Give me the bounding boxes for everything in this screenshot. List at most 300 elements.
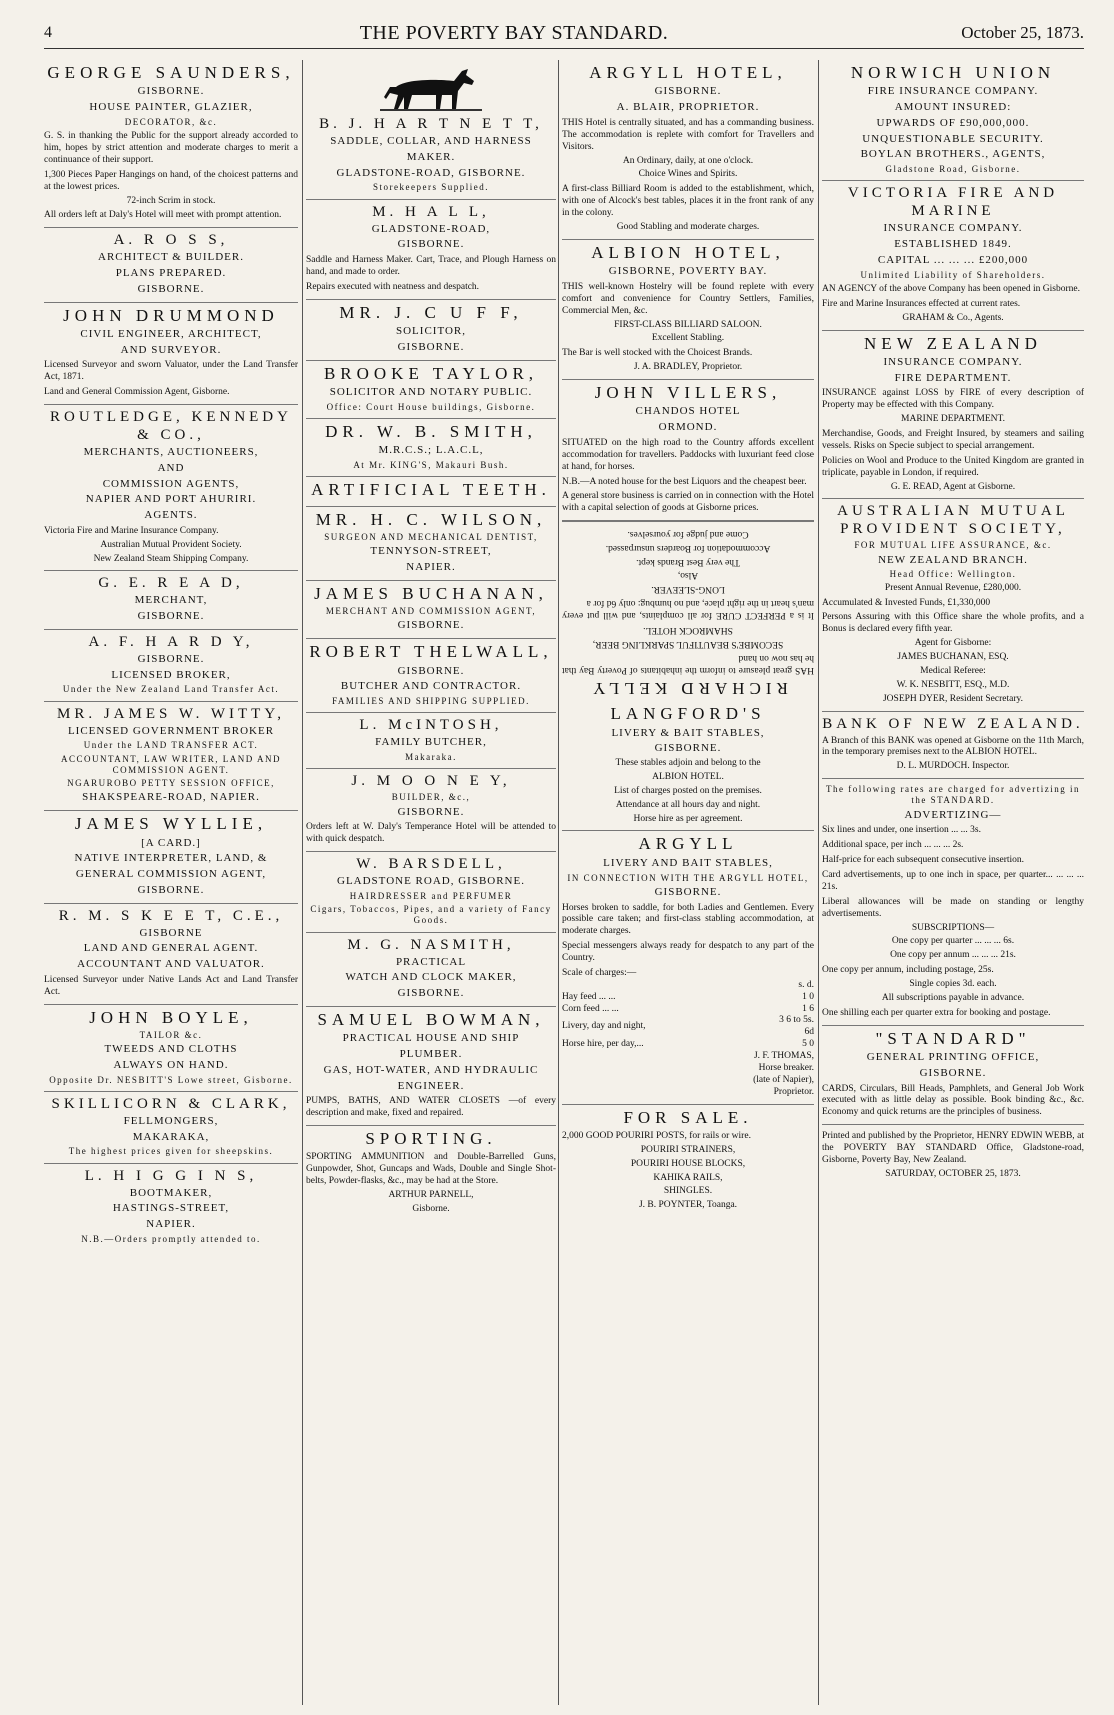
ad-body-text: 2,000 GOOD POURIRI POSTS, for rails or wire. bbox=[562, 1130, 751, 1141]
ad-subheading: HAIRDRESSER and PERFUMER bbox=[349, 890, 513, 901]
ad-heading: AUSTRALIAN MUTUAL PROVIDENT SOCIETY, bbox=[837, 503, 1069, 538]
ad-subheading: GISBORNE, POVERTY BAY. bbox=[608, 265, 768, 278]
ad-subheading: Gladstone Road, Gisborne. bbox=[885, 164, 1021, 175]
advertisement bbox=[306, 1007, 556, 1126]
ad-body-text: G. S. in thanking the Public for the support already accorded to him, hopes by strict attention and moderate charges to merit a continuance of their support. bbox=[44, 131, 298, 165]
ad-subheading: DECORATOR, &c. bbox=[124, 116, 218, 127]
ad-heading: JOHN BOYLE, bbox=[89, 1007, 253, 1027]
ad-subheading: MAKER. bbox=[406, 150, 456, 163]
ad-subheading: Cigars, Tobaccos, Pipes, and a variety of Fancy Goods. bbox=[310, 904, 552, 926]
ad-heading: VICTORIA FIRE AND MARINE bbox=[847, 185, 1059, 220]
ad-subheading: NEW ZEALAND BRANCH. bbox=[878, 553, 1028, 566]
ad-subheading: COMMISSION AGENTS, bbox=[102, 477, 240, 490]
ad-subheading: Under the LAND TRANSFER ACT. bbox=[83, 740, 259, 751]
ad-subheading: [A CARD.] bbox=[141, 836, 201, 849]
ad-body-text: Gisborne. bbox=[412, 1203, 450, 1214]
ad-subheading: MAKARAKA, bbox=[132, 1130, 210, 1143]
ad-subheading: Unlimited Liability of Shareholders. bbox=[860, 269, 1046, 280]
ad-body-text: J. A. BRADLEY, Proprietor. bbox=[633, 362, 743, 373]
ad-body-text: W. K. NESBITT, ESQ., M.D. bbox=[896, 679, 1010, 690]
ad-subheading: LICENSED BROKER, bbox=[111, 668, 231, 681]
ad-subheading: SURGEON AND MECHANICAL DENTIST, bbox=[324, 532, 538, 543]
ad-heading: JOHN VILLERS, bbox=[594, 383, 782, 403]
advertisement bbox=[44, 1164, 298, 1251]
ad-subheading: GISBORNE. bbox=[137, 610, 205, 623]
ad-subheading: INSURANCE COMPANY. bbox=[883, 222, 1023, 235]
ad-signature: Horse breaker. bbox=[758, 1062, 814, 1073]
ad-subheading: WATCH AND CLOCK MAKER, bbox=[345, 971, 517, 984]
ad-subheading: GENERAL COMMISSION AGENT, bbox=[75, 868, 267, 881]
ad-heading: JAMES WYLLIE, bbox=[74, 814, 268, 834]
ad-body-text: INSURANCE against LOSS by FIRE of every description of Property may be effected with this Company. bbox=[822, 388, 1084, 411]
ad-subheading: GISBORNE. bbox=[397, 340, 465, 353]
ad-body-text: LONG-SLEEVER. bbox=[651, 584, 725, 595]
advertisement bbox=[822, 181, 1084, 330]
ad-subheading: BOYLAN BROTHERS., AGENTS, bbox=[860, 148, 1046, 161]
ad-body-text: Horses broken to saddle, for both Ladies and Gentlemen. Every possible care taken; and first-class stabling accommodation, at moderate charges. bbox=[562, 902, 814, 937]
advertisement bbox=[562, 521, 814, 701]
ad-body-text: Victoria Fire and Marine Insurance Company. bbox=[44, 525, 219, 536]
ad-heading: LANGFORD'S bbox=[610, 704, 766, 724]
ad-subheading: PLANS PREPARED. bbox=[115, 267, 227, 280]
newspaper-title: THE POVERTY BAY STANDARD. bbox=[359, 21, 669, 44]
ad-subheading: FAMILY BUTCHER, bbox=[375, 736, 487, 749]
column-1 bbox=[44, 60, 298, 1705]
ad-body-text: A general store business is carried on in connection with the Hotel with a capital selection of goods at Gisborne prices. bbox=[562, 491, 814, 514]
ad-body-text: One copy per quarter ... ... ... 6s. bbox=[891, 936, 1015, 947]
ad-body-text: SHAMROCK HOTEL. bbox=[643, 625, 733, 636]
advertisement bbox=[44, 228, 298, 302]
advertisement bbox=[822, 499, 1084, 711]
ad-heading: NEW ZEALAND bbox=[864, 333, 1042, 353]
advertisement bbox=[822, 1125, 1084, 1186]
advertisement bbox=[562, 1105, 814, 1218]
ad-body-text: Orders left at W. Daly's Temperance Hotel will be attended to with quick despatch. bbox=[306, 822, 556, 845]
ad-body-text: D. L. MURDOCH. Inspector. bbox=[896, 761, 1010, 772]
ad-subheading: Head Office: Wellington. bbox=[889, 569, 1017, 580]
ad-heading: ARGYLL HOTEL, bbox=[589, 63, 787, 82]
ad-heading: L. McINTOSH, bbox=[359, 717, 503, 734]
masthead bbox=[44, 18, 1084, 49]
ad-body-text: A Branch of this BANK was opened at Gisborne on the 11th March, in the temporary premises next to the ALBION HOTEL. bbox=[822, 735, 1084, 758]
ad-body-text: SATURDAY, OCTOBER 25, 1873. bbox=[885, 1168, 1021, 1179]
advertisement bbox=[44, 630, 298, 702]
ad-subheading: GISBORNE. bbox=[654, 85, 722, 98]
ad-subheading: LIVERY & BAIT STABLES, bbox=[611, 726, 765, 739]
ad-heading: A. R O S S, bbox=[113, 232, 229, 249]
ad-signature: Proprietor. bbox=[773, 1086, 814, 1097]
ad-subheading: CAPITAL ... ... ... £200,000 bbox=[877, 253, 1029, 266]
ad-subheading: LAND AND GENERAL AGENT. bbox=[83, 942, 259, 955]
column-rule bbox=[818, 60, 819, 1705]
ad-body-text: Choice Wines and Spirits. bbox=[638, 169, 738, 180]
ad-body-text: Fire and Marine Insurances effected at current rates. bbox=[822, 298, 1021, 309]
ad-subheading: GISBORNE. bbox=[654, 742, 722, 755]
ad-body-text: New Zealand Steam Shipping Company. bbox=[93, 553, 249, 564]
ad-subheading: NAPIER. bbox=[146, 1218, 196, 1231]
ad-body-text: Horse hire as per agreement. bbox=[633, 813, 743, 824]
ad-subheading: Makaraka. bbox=[405, 752, 457, 763]
ad-subheading: FIRE INSURANCE COMPANY. bbox=[867, 85, 1039, 98]
ad-body-text: The very Best Brands kept. bbox=[636, 556, 740, 567]
ad-heading: MR. H. C. WILSON, bbox=[315, 509, 547, 529]
ad-body-text: Good Stabling and moderate charges. bbox=[616, 221, 760, 232]
ad-body-text: It is a PERFECT CURE for all complaints, and will put every man's heart in the right place, and no humbug: only 6d for a bbox=[562, 598, 814, 621]
advertisement bbox=[822, 60, 1084, 181]
ad-body-text: CARDS, Circulars, Bill Heads, Pamphlets, and General Job Work executed with as little delay as possible. Book binding &c., &c. Economy and quick returns are the principles of business. bbox=[822, 1083, 1084, 1118]
ad-body-text: Liberal allowances will be made on standing or lengthy advertisements. bbox=[822, 896, 1084, 919]
ad-body-text: N.B.—A noted house for the best Liquors and the cheapest beer. bbox=[562, 476, 807, 487]
ad-body-text: THIS Hotel is centrally situated, and has a commanding business. The accommodation is replete with comfort for Travellers and Visitors. bbox=[562, 117, 814, 152]
ad-subheading: ALWAYS ON HAND. bbox=[113, 1058, 229, 1071]
ad-subheading: CHANDOS HOTEL bbox=[635, 405, 741, 418]
ad-body-text: KAHIKA RAILS, bbox=[653, 1172, 723, 1183]
advertisement bbox=[306, 419, 556, 477]
ad-body-text: MARINE DEPARTMENT. bbox=[901, 414, 1005, 425]
ad-heading: MR. JAMES W. WITTY, bbox=[57, 705, 285, 722]
ad-body-text: List of charges posted on the premises. bbox=[614, 785, 762, 796]
ad-heading: ALBION HOTEL, bbox=[591, 242, 785, 262]
ad-subheading: AND SURVEYOR. bbox=[120, 343, 222, 356]
ad-heading: DR. W. B. SMITH, bbox=[325, 421, 537, 441]
ad-body-text: POURIRI STRAINERS, bbox=[640, 1144, 736, 1155]
ad-subheading: Office: Court House buildings, Gisborne. bbox=[326, 401, 536, 412]
ad-heading: A. F. H A R D Y, bbox=[88, 633, 254, 650]
ad-subheading: TENNYSON-STREET, bbox=[370, 545, 492, 558]
column-3 bbox=[562, 60, 814, 1705]
ad-subheading: UNQUESTIONABLE SECURITY. bbox=[862, 132, 1044, 145]
ad-subheading: GISBORNE. bbox=[397, 987, 465, 1000]
advertisement bbox=[44, 60, 298, 228]
ad-subheading: AND bbox=[157, 461, 185, 474]
column-2 bbox=[306, 60, 556, 1705]
advertisement bbox=[306, 581, 556, 639]
ad-subheading: FIRE DEPARTMENT. bbox=[894, 371, 1012, 384]
ad-subheading: AGENTS. bbox=[144, 509, 198, 522]
ad-heading: M. G. NASMITH, bbox=[347, 936, 515, 953]
ad-subheading: ACCOUNTANT AND VALUATOR. bbox=[77, 958, 265, 971]
charge-value: 1 0 bbox=[802, 991, 814, 1002]
column-rule bbox=[558, 60, 559, 1705]
ad-body-text: Merchandise, Goods, and Freight Insured, by steamers and sailing vessels. Risks on Specie subject to special arrangement. bbox=[822, 429, 1084, 451]
ad-subheading: TAILOR &c. bbox=[139, 1029, 203, 1040]
ad-subheading: Under the New Zealand Land Transfer Act. bbox=[62, 684, 280, 695]
ad-subheading: SHAKSPEARE-ROAD, NAPIER. bbox=[82, 791, 260, 804]
ad-subheading: SOLICITOR AND NOTARY PUBLIC. bbox=[329, 385, 533, 398]
advertisement bbox=[44, 904, 298, 1005]
advertisement bbox=[306, 852, 556, 933]
ad-subheading: M.R.C.S.; L.A.C.L, bbox=[378, 444, 484, 457]
ad-body-text: JOSEPH DYER, Resident Secretary. bbox=[882, 693, 1024, 704]
ad-subheading: GISBORNE. bbox=[397, 238, 465, 251]
ad-body-text: SPORTING AMMUNITION and Double-Barrelled Guns, Gunpowder, Shot, Guncaps and Wads, Double and Single Shot-belts, Powder-flasks, &c., may be had at the Store. bbox=[306, 1152, 556, 1187]
ad-heading: ARTIFICIAL TEETH. bbox=[311, 480, 551, 500]
advertisement bbox=[306, 507, 556, 581]
charges-header-spacer bbox=[562, 980, 774, 992]
ad-subheading: ARCHITECT & BUILDER. bbox=[98, 251, 244, 264]
ad-heading: FOR SALE. bbox=[623, 1107, 753, 1127]
ad-subheading: FOR MUTUAL LIFE ASSURANCE, &c. bbox=[854, 540, 1052, 551]
ad-subheading: BUTCHER AND CONTRACTOR. bbox=[340, 680, 522, 693]
ad-body-text: SITUATED on the high road to the Country affords excellent accommodation for travellers. Paddocks with luxuriant feed close at hand, for horses. bbox=[562, 437, 814, 472]
ad-subheading: GISBORNE. bbox=[919, 1066, 987, 1079]
charges-units bbox=[774, 980, 814, 992]
ad-body-text: Medical Referee: bbox=[920, 665, 986, 676]
ad-body-text: Policies on Wool and Produce to the United Kingdom are granted in triplicate, payable in London, if required. bbox=[822, 455, 1084, 478]
advertisement bbox=[306, 933, 556, 1007]
ad-subheading: NAPIER AND PORT AHURIRI. bbox=[85, 493, 257, 506]
ad-heading: R. M. S K E E T, C.E., bbox=[58, 907, 284, 924]
advertisement bbox=[822, 331, 1084, 500]
page-number: 4 bbox=[44, 24, 52, 41]
ad-subheading: Opposite Dr. NESBITT'S Lowe street, Gisborne. bbox=[49, 1074, 293, 1085]
advertisement bbox=[306, 639, 556, 713]
advertisement bbox=[44, 303, 298, 406]
ad-subheading: The following rates are charged for advertizing in the STANDARD. bbox=[825, 784, 1080, 806]
advertisement bbox=[44, 405, 298, 571]
ad-body-text: All subscriptions payable in advance. bbox=[881, 992, 1025, 1003]
ad-subheading: GISBORNE. bbox=[397, 619, 465, 632]
ad-subheading: FELLMONGERS, bbox=[123, 1114, 219, 1127]
charges-table bbox=[562, 980, 814, 1051]
ad-body-text: AN AGENCY of the above Company has been opened in Gisborne. bbox=[822, 283, 1080, 294]
ad-subheading: GISBORNE. bbox=[137, 883, 205, 896]
ad-subheading: LICENSED GOVERNMENT BROKER bbox=[67, 724, 275, 737]
ad-signature: (late of Napier), bbox=[753, 1074, 814, 1085]
unit-shillings: s. bbox=[798, 979, 805, 990]
advertisement bbox=[306, 361, 556, 419]
ad-body-text: Persons Assuring with this Office share the whole profits, and a Bonus is declared every fifth year. bbox=[822, 612, 1084, 635]
ad-subheading: GAS, HOT-WATER, AND HYDRAULIC bbox=[323, 1063, 539, 1076]
ad-subheading: GISBORNE bbox=[139, 926, 203, 939]
ad-body-text: Printed and published by the Proprietor, HENRY EDWIN WEBB, at the POVERTY BAY STANDARD Office, Gladstone-road, Gisborne, Poverty Bay, New Zealand. bbox=[822, 1131, 1084, 1165]
ad-body-text: HAS great pleasure to inform the inhabitants of Poverty Bay that he has now on hand bbox=[562, 652, 814, 675]
ad-heading: ROUTLEDGE, KENNEDY & CO., bbox=[50, 409, 292, 444]
ad-heading: RICHARD KELLY bbox=[588, 679, 788, 699]
ad-body-text: These stables adjoin and belong to the bbox=[615, 758, 761, 769]
charge-item: Horse hire, per day,... bbox=[562, 1039, 644, 1050]
ad-subheading: MERCHANT, bbox=[134, 594, 208, 607]
ad-subheading: GLADSTONE-ROAD, bbox=[371, 222, 491, 235]
ad-body-text: One copy per annum ... ... ... 21s. bbox=[890, 950, 1016, 961]
ad-subheading: AMOUNT INSURED: bbox=[894, 101, 1012, 114]
ad-subheading: Storekeepers Supplied. bbox=[373, 182, 489, 193]
ad-heading: BROOKE TAYLOR, bbox=[323, 363, 539, 383]
ad-body-text: Present Annual Revenue, £280,000. bbox=[884, 582, 1022, 593]
ad-heading: M. H A L L, bbox=[372, 203, 490, 220]
ad-body-text: All orders left at Daly's Hotel will meet with prompt attention. bbox=[44, 210, 282, 221]
ad-subheading: UPWARDS OF £90,000,000. bbox=[876, 116, 1030, 129]
column-4 bbox=[822, 60, 1084, 1705]
ad-body-text: SUBSCRIPTIONS— bbox=[911, 922, 995, 933]
ad-body-text: Attendance at all hours day and night. bbox=[615, 799, 761, 810]
advertisement bbox=[306, 60, 556, 200]
horse-icon bbox=[376, 65, 486, 115]
ad-subheading: INSURANCE COMPANY. bbox=[883, 355, 1023, 368]
advertisement bbox=[306, 1126, 556, 1221]
advertisement bbox=[822, 712, 1084, 780]
ad-heading: SKILLICORN & CLARK, bbox=[51, 1095, 291, 1112]
ad-body-text: Saddle and Harness Maker. Cart, Trace, and Plough Harness on hand, and made to order. bbox=[306, 255, 556, 277]
ad-body-text: ALBION HOTEL. bbox=[652, 771, 724, 782]
ad-subheading: IN CONNECTION WITH THE ARGYLL HOTEL, bbox=[567, 872, 809, 883]
ad-subheading: GLADSTONE ROAD, GISBORNE. bbox=[337, 875, 525, 888]
ad-subheading: HOUSE PAINTER, GLAZIER, bbox=[89, 101, 253, 114]
ad-signature: J. F. THOMAS, bbox=[753, 1051, 814, 1062]
ad-subheading: BUILDER, &c., bbox=[391, 792, 471, 803]
advertisement bbox=[562, 380, 814, 521]
ad-heading: NORWICH UNION bbox=[850, 63, 1056, 82]
ad-body-text: An Ordinary, daily, at one o'clock. bbox=[622, 155, 754, 166]
charge-item: Corn feed ... ... bbox=[562, 1003, 619, 1014]
ad-subheading: NAPIER. bbox=[406, 561, 456, 574]
ad-body-text: ARTHUR PARNELL, bbox=[388, 1190, 474, 1201]
ad-heading: J. M O O N E Y, bbox=[351, 773, 511, 790]
ad-subheading: TWEEDS AND CLOTHS bbox=[104, 1043, 238, 1056]
ad-subheading: ADVERTIZING— bbox=[904, 808, 1002, 821]
ad-heading: L. H I G G I N S, bbox=[84, 1167, 258, 1184]
advertisement bbox=[562, 701, 814, 831]
ad-subheading: HASTINGS-STREET, bbox=[112, 1202, 230, 1215]
ad-heading: "STANDARD" bbox=[875, 1028, 1031, 1048]
ad-body-text: One copy per annum, including postage, 25s. bbox=[822, 965, 994, 976]
ad-subheading: PLUMBER. bbox=[399, 1048, 463, 1060]
ad-subheading: ACCOUNTANT, LAW WRITER, LAND AND COMMISSION AGENT. bbox=[60, 753, 282, 775]
ad-body-text: J. B. POYNTER, Toanga. bbox=[638, 1200, 738, 1211]
ad-subheading: GISBORNE. bbox=[137, 282, 205, 295]
advertisement bbox=[44, 811, 298, 903]
ad-body-text: Accumulated & Invested Funds, £1,330,000 bbox=[822, 597, 991, 608]
ad-subheading: LIVERY AND BAIT STABLES, bbox=[603, 856, 773, 869]
ad-subheading: A. BLAIR, PROPRIETOR. bbox=[616, 101, 760, 114]
ad-body-text: G. E. READ, Agent at Gisborne. bbox=[890, 481, 1016, 492]
ad-body-text: Licensed Surveyor and sworn Valuator, under the Land Transfer Act, 1871. bbox=[44, 360, 298, 383]
ad-subheading: ENGINEER. bbox=[397, 1079, 465, 1092]
ad-subheading: GISBORNE. bbox=[397, 805, 465, 818]
ad-body-text: Land and General Commission Agent, Gisborne. bbox=[44, 387, 230, 398]
ad-heading: SAMUEL BOWMAN, bbox=[317, 1009, 545, 1029]
ad-body-text: Australian Mutual Provident Society. bbox=[100, 539, 242, 550]
ad-subheading: SADDLE, COLLAR, AND HARNESS bbox=[330, 135, 532, 147]
ad-body-text: JAMES BUCHANAN, ESQ. bbox=[897, 652, 1009, 663]
ad-body-text: Repairs executed with neatness and despatch. bbox=[306, 281, 480, 292]
column-rule bbox=[302, 60, 303, 1705]
charge-item: Hay feed ... ... bbox=[562, 991, 616, 1002]
ad-subheading: GISBORNE. bbox=[654, 885, 722, 898]
ad-subheading: GISBORNE. bbox=[137, 85, 205, 98]
advertisement bbox=[44, 702, 298, 812]
ad-body-text: Licensed Surveyor under Native Lands Act and Land Transfer Act. bbox=[44, 974, 298, 997]
ad-heading: MR. J. C U F F, bbox=[339, 302, 523, 322]
ad-body-text: Additional space, per inch ... ... ... 2s. bbox=[822, 840, 964, 851]
advertisement bbox=[44, 1092, 298, 1164]
ad-heading: W. BARSDELL, bbox=[356, 856, 506, 873]
ad-subheading: BOOTMAKER, bbox=[129, 1186, 213, 1199]
ad-subheading: MERCHANTS, AUCTIONEERS, bbox=[83, 446, 259, 459]
ad-subheading: ESTABLISHED 1849. bbox=[894, 238, 1012, 251]
ad-body-text: SECOMBE'S BEAUTIFUL SPARKLING BEER, bbox=[592, 639, 784, 650]
ad-body-text: SHINGLES. bbox=[663, 1186, 713, 1197]
ad-body-text: One shilling each per quarter extra for booking and postage. bbox=[822, 1007, 1051, 1018]
ad-subheading: MERCHANT AND COMMISSION AGENT, bbox=[325, 606, 537, 617]
charge-value: 1 6 bbox=[802, 1003, 814, 1014]
issue-date: October 25, 1873. bbox=[961, 23, 1084, 42]
ad-body-text: A first-class Billiard Room is added to the establishment, which, with one of Alcock's best tables, places it in the front rank of any in the colony. bbox=[562, 184, 814, 219]
advertisement bbox=[44, 1005, 298, 1092]
ad-subheading: PRACTICAL bbox=[395, 955, 467, 968]
ad-body-text: Excellent Stabling. bbox=[651, 333, 725, 344]
advertisement bbox=[306, 769, 556, 852]
ad-subheading: GLADSTONE-ROAD, GISBORNE. bbox=[336, 166, 526, 179]
ad-body-text: Half-price for each subsequent consecutive insertion. bbox=[822, 855, 1025, 866]
ad-heading: ARGYLL bbox=[638, 834, 738, 854]
ad-heading: B. J. H A R T N E T T, bbox=[319, 116, 543, 132]
charge-value: 3 6 to 5s. 6d bbox=[779, 1015, 814, 1038]
ad-body-text: PUMPS, BATHS, AND WATER CLOSETS —of every description and make, fixed and repaired. bbox=[306, 1096, 556, 1119]
ad-subheading: SOLICITOR, bbox=[396, 325, 466, 338]
advertisement bbox=[306, 200, 556, 300]
advertisement bbox=[822, 1026, 1084, 1126]
ad-subheading: NGARUROBO PETTY SESSION OFFICE, bbox=[67, 778, 275, 789]
ad-subheading: PRACTICAL HOUSE AND SHIP bbox=[342, 1032, 520, 1045]
ad-heading: G. E. R E A D, bbox=[98, 575, 244, 592]
ad-body-text: Agent for Gisborne: bbox=[914, 638, 992, 649]
ad-heading: GEORGE SAUNDERS, bbox=[47, 63, 295, 82]
advertisement bbox=[44, 571, 298, 630]
ad-subheading: ORMOND. bbox=[658, 421, 718, 434]
advertisement bbox=[306, 713, 556, 769]
ad-subheading: GENERAL PRINTING OFFICE, bbox=[866, 1051, 1040, 1064]
ad-subheading: At Mr. KING'S, Makauri Bush. bbox=[353, 460, 509, 471]
ad-body-text: FIRST-CLASS BILLIARD SALOON. bbox=[614, 319, 762, 330]
ad-body-text: Accommodation for Boarders unsurpassed. bbox=[605, 542, 771, 553]
ad-body-text: The Bar is well stocked with the Choicest Brands. bbox=[562, 348, 753, 359]
charges-title: Scale of charges:— bbox=[562, 967, 637, 978]
ad-subheading: The highest prices given for sheepskins. bbox=[68, 1146, 274, 1157]
charge-value: 5 0 bbox=[802, 1039, 814, 1050]
ad-subheading: N.B.—Orders promptly attended to. bbox=[81, 1233, 261, 1244]
advertisement bbox=[562, 831, 814, 1104]
ad-heading: JAMES BUCHANAN, bbox=[314, 583, 548, 603]
ad-body-text: POURIRI HOUSE BLOCKS, bbox=[630, 1158, 746, 1169]
ad-subheading: CIVIL ENGINEER, ARCHITECT, bbox=[80, 327, 262, 340]
ad-body-text: Single copies 3d. each. bbox=[909, 979, 997, 990]
ad-heading: JOHN DRUMMOND bbox=[63, 305, 279, 325]
ad-body-text: THIS well-known Hostelry will be found replete with every comfort and convenience for Country Settlers, Families, Commercial Men, &c. bbox=[562, 281, 814, 316]
ad-subheading: FAMILIES AND SHIPPING SUPPLIED. bbox=[332, 696, 530, 707]
ad-body-text: Special messengers always ready for despatch to any part of the Country. bbox=[562, 941, 814, 964]
ad-body-text: GRAHAM & Co., Agents. bbox=[902, 312, 1004, 323]
advertisement bbox=[306, 300, 556, 361]
ad-subheading: GISBORNE. bbox=[137, 652, 205, 665]
advertisement bbox=[822, 779, 1084, 1026]
ad-subheading: GISBORNE. bbox=[397, 664, 465, 677]
advertisement bbox=[306, 477, 556, 506]
ad-body-text: Six lines and under, one insertion ... ... 3s. bbox=[822, 825, 981, 836]
advertisement bbox=[562, 60, 814, 240]
ad-heading: SPORTING. bbox=[365, 1129, 497, 1148]
ad-body-text: 1,300 Pieces Paper Hangings on hand, of the choicest patterns and at the lowest prices. bbox=[44, 169, 298, 192]
ad-heading: BANK OF NEW ZEALAND. bbox=[822, 715, 1084, 732]
ad-body-text: 72-inch Scrim in stock. bbox=[126, 195, 216, 206]
ad-subheading: NATIVE INTERPRETER, LAND, & bbox=[74, 852, 268, 865]
unit-pence: d. bbox=[806, 979, 814, 990]
ad-body-text: Card advertisements, up to one inch in space, per quarter... ... ... ... 21s. bbox=[822, 870, 1084, 892]
charge-item: Livery, day and night, bbox=[562, 1021, 646, 1032]
ad-heading: ROBERT THELWALL, bbox=[309, 642, 553, 662]
advertisement bbox=[562, 240, 814, 380]
ad-body-text: Also, bbox=[677, 570, 699, 581]
